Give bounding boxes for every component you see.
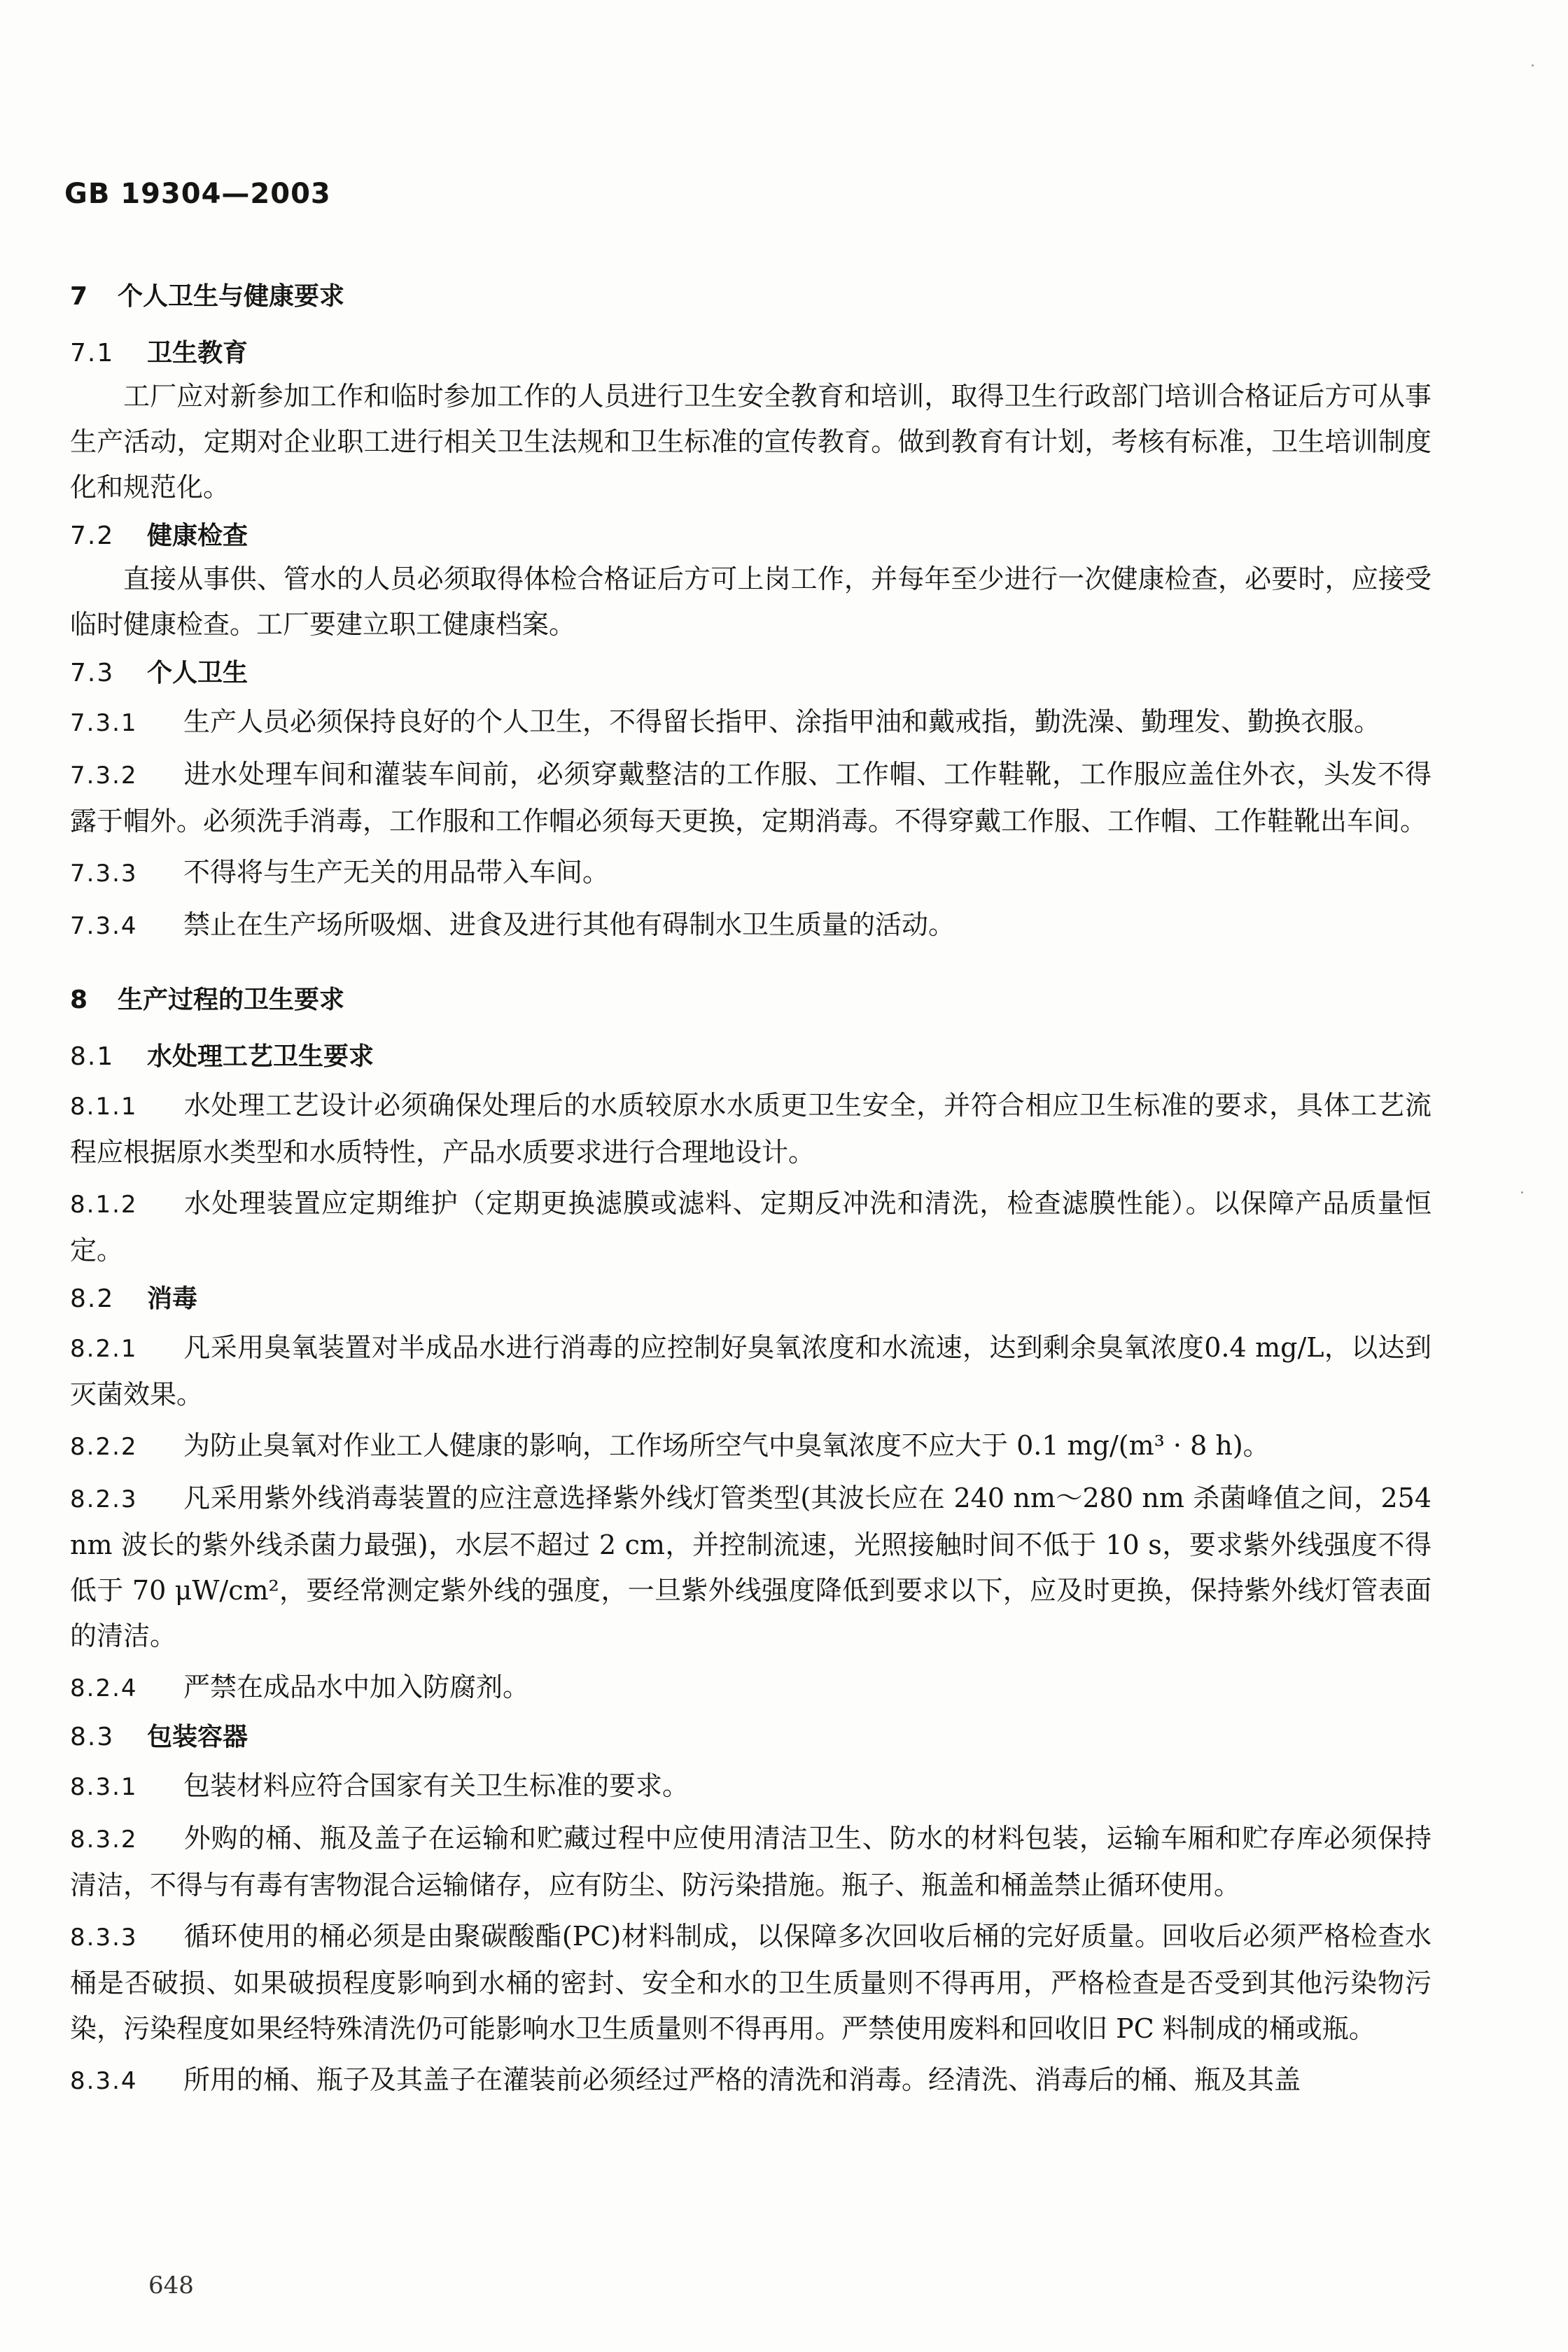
scan-speck — [1521, 1191, 1523, 1194]
clause-text: 水处理装置应定期维护（定期更换滤膜或滤料、定期反冲洗和清洗，检查滤膜性能）。以保障产品质量恒定。 — [70, 1188, 1432, 1266]
section-title: 健康检查 — [147, 522, 248, 550]
clause-number: 8.2.3 — [70, 1485, 138, 1513]
clause-number: 7.3.3 — [70, 860, 138, 888]
clause — [70, 2057, 1432, 2104]
page-number: 648 — [148, 2272, 194, 2300]
section-title: 个人卫生 — [147, 659, 248, 687]
section-number: 7.1 — [70, 339, 115, 368]
clause — [70, 850, 1432, 897]
clause — [70, 1325, 1432, 1418]
clause — [70, 1423, 1432, 1470]
clause-number: 7.3.2 — [70, 762, 138, 790]
clause — [70, 1763, 1432, 1810]
section-heading — [70, 516, 1432, 556]
section-number: 7.3 — [70, 659, 115, 687]
clause-text: 水处理工艺设计必须确保处理后的水质较原水水质更卫生安全，并符合相应卫生标准的要求，具体工艺流程应根据原水类型和水质特性，产品水质要求进行合理地设计。 — [70, 1090, 1432, 1168]
clause-number: 7.3.4 — [70, 912, 138, 940]
section-number: 8.1 — [70, 1042, 115, 1071]
chapter-number: 7 — [70, 282, 88, 311]
clause-number: 8.2.1 — [70, 1335, 138, 1363]
chapter-heading — [70, 276, 1432, 312]
clause-number: 8.3.4 — [70, 2067, 138, 2095]
clause — [70, 1476, 1432, 1659]
clause-text: 禁止在生产场所吸烟、进食及进行其他有碍制水卫生质量的活动。 — [183, 909, 955, 940]
clause-number: 8.1.2 — [70, 1191, 138, 1219]
clause — [70, 1665, 1432, 1712]
clause-text: 外购的桶、瓶及盖子在运输和贮藏过程中应使用清洁卫生、防水的材料包装，运输车厢和贮存库必须保持清洁，不得与有毒有害物混合运输储存，应有防尘、防污染措施。瓶子、瓶盖和桶盖禁止循环使用。 — [70, 1823, 1432, 1900]
clause-number: 8.3.1 — [70, 1773, 138, 1801]
clause-number: 8.2.4 — [70, 1674, 138, 1702]
section-title: 卫生教育 — [147, 339, 248, 368]
section-heading — [70, 1717, 1432, 1758]
section-heading — [70, 1279, 1432, 1320]
clause-text: 凡采用紫外线消毒装置的应注意选择紫外线灯管类型(其波长应在 240 nm～280 nm 杀菌峰值之间，254 nm 波长的紫外线杀菌力最强)，水层不超过 2 cm，并控制流速，光照接触时间不低于 10 s，要求紫外线强度不得低于 70 μW/cm²，要经常测定紫外线的强度，一旦紫外线强度降低到要求以下，应及时更换，保持紫外线灯管表面的清洁。 — [70, 1483, 1432, 1651]
section-heading — [70, 333, 1432, 374]
clause-text: 生产人员必须保持良好的个人卫生，不得留长指甲、涂指甲油和戴戒指，勤洗澡、勤理发、勤换衣服。 — [183, 706, 1381, 737]
clause — [70, 1914, 1432, 2052]
chapter-number: 8 — [70, 986, 88, 1014]
clause — [70, 699, 1432, 746]
clause-number: 7.3.1 — [70, 709, 138, 737]
paragraph: 工厂应对新参加工作和临时参加工作的人员进行卫生安全教育和培训，取得卫生行政部门培训合格证后方可从事生产活动，定期对企业职工进行相关卫生法规和卫生标准的宣传教育。做到教育有计划，考核有标准，卫生培训制度化和规范化。 — [70, 381, 1432, 503]
chapter-title: 生产过程的卫生要求 — [118, 986, 345, 1014]
standard-number: GB 19304—2003 — [64, 178, 331, 210]
scan-speck — [1532, 64, 1534, 66]
section-heading — [70, 653, 1432, 694]
clause-number: 8.2.2 — [70, 1433, 138, 1461]
clause-text: 不得将与生产无关的用品带入车间。 — [183, 857, 610, 888]
clause-text: 凡采用臭氧装置对半成品水进行消毒的应控制好臭氧浓度和水流速，达到剩余臭氧浓度0.4 mg/L，以达到灭菌效果。 — [70, 1332, 1432, 1410]
clause — [70, 752, 1432, 844]
clause-number: 8.1.1 — [70, 1093, 138, 1121]
section-heading — [70, 1037, 1432, 1077]
clause — [70, 1816, 1432, 1908]
paragraph: 直接从事供、管水的人员必须取得体检合格证后方可上岗工作，并每年至少进行一次健康检查，必要时，应接受临时健康检查。工厂要建立职工健康档案。 — [70, 564, 1432, 640]
clause-number: 8.3.3 — [70, 1924, 138, 1952]
clause-text: 包装材料应符合国家有关卫生标准的要求。 — [183, 1770, 690, 1801]
section-title: 消毒 — [147, 1284, 198, 1313]
section-number: 7.2 — [70, 522, 115, 550]
clause — [70, 1181, 1432, 1273]
clause-text: 循环使用的桶必须是由聚碳酸酯(PC)材料制成，以保障多次回收后桶的完好质量。回收后必须严格检查水桶是否破损、如果破损程度影响到水桶的密封、安全和水的卫生质量则不得再用，严格检查是否受到其他污染物污染，污染程度如果经特殊清洗仍可能影响水卫生质量则不得再用。严禁使用废料和回收旧 PC 料制成的桶或瓶。 — [70, 1921, 1432, 2044]
document-body — [70, 276, 1432, 2104]
section-title: 包装容器 — [147, 1723, 248, 1751]
clause — [70, 902, 1432, 949]
clause-number: 8.3.2 — [70, 1826, 138, 1854]
clause-text: 所用的桶、瓶子及其盖子在灌装前必须经过严格的清洗和消毒。经清洗、消毒后的桶、瓶及其盖 — [183, 2064, 1301, 2095]
clause-text: 严禁在成品水中加入防腐剂。 — [183, 1672, 530, 1702]
clause — [70, 1083, 1432, 1175]
section-title: 水处理工艺卫生要求 — [147, 1042, 374, 1071]
chapter-heading — [70, 980, 1432, 1016]
clause-text: 进水处理车间和灌装车间前，必须穿戴整洁的工作服、工作帽、工作鞋靴，工作服应盖住外衣，头发不得露于帽外。必须洗手消毒，工作服和工作帽必须每天更换，定期消毒。不得穿戴工作服、工作帽、工作鞋靴出车间。 — [70, 759, 1432, 836]
clause-text: 为防止臭氧对作业工人健康的影响，工作场所空气中臭氧浓度不应大于 0.1 mg/(m³ · 8 h)。 — [183, 1430, 1270, 1461]
chapter-title: 个人卫生与健康要求 — [118, 282, 345, 311]
section-number: 8.3 — [70, 1723, 115, 1751]
section-number: 8.2 — [70, 1284, 115, 1313]
